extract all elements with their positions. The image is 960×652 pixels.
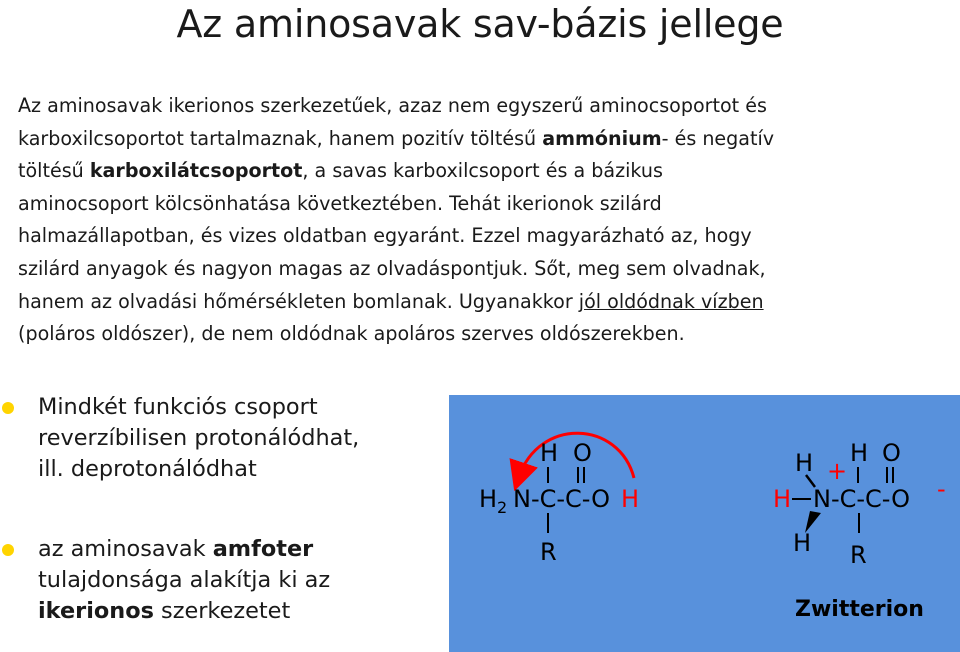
amphoteric-term: amfoter (212, 536, 314, 562)
bullet-line: ill. deprotonálódhat (38, 456, 257, 482)
bullet-line: reverzíbilisen protonálódhat, (38, 425, 360, 451)
bullet-line: tulajdonsága alakítja ki az (38, 567, 331, 593)
zwitterion-svg (449, 395, 960, 652)
intro-line: aminocsoport kölcsönhatása következtében. Tehát ikerionok szilárd (18, 191, 662, 215)
bullet-line: ikerionos szerkezetet (38, 598, 291, 624)
neutral-amino-acid (479, 433, 639, 566)
right-left-H: H (773, 485, 792, 513)
zwitterion-caption: Zwitterion (795, 597, 924, 622)
bullet-line: az aminosavak amfoter (38, 536, 314, 562)
intro-line: (poláros oldószer), de nem oldódnak apoláros szerves oldószerekben. (18, 322, 685, 346)
left-H2: $H_2$ (479, 485, 508, 517)
left-acidic-H: H (621, 485, 640, 513)
intro-line: Az aminosavak ikerionos szerkezetűek, azaz nem egyszerű aminocsoportot és (18, 94, 767, 117)
right-top-O: O (882, 439, 901, 467)
bullet-line: Mindkét funkciós csoport (38, 394, 318, 420)
left-R: R (540, 538, 557, 566)
left-top-O: O (573, 439, 592, 467)
slide-title: Az aminosavak sav-bázis jellege (176, 2, 784, 46)
left-top-H: H (540, 439, 559, 467)
bullet-amphoteric (38, 534, 330, 627)
intro-paragraph (18, 90, 948, 351)
bullet-dot-icon (2, 544, 14, 556)
intro-line: karboxilcsoportot tartalmaznak, hanem pozitív töltésű ammónium- és negatív (18, 126, 775, 150)
intro-line: töltésű karboxilátcsoportot, a savas karboxilcsoport és a bázikus (18, 159, 663, 183)
intro-line: halmazállapotban, és vizes oldatban egyaránt. Ezzel magyarázható az, hogy (18, 224, 752, 248)
zwitterion-diagram (449, 395, 960, 652)
carboxylate-term: karboxilátcsoportot (89, 159, 303, 183)
intro-line: hanem az olvadási hőmérsékleten bomlanak. Ugyanakkor jól oldódnak vízben (18, 289, 764, 313)
zwitterion-structure (773, 439, 946, 622)
right-upper-H: H (795, 449, 814, 477)
right-top-H: H (850, 439, 869, 467)
positive-charge: + (827, 457, 848, 485)
right-chain: N-C-C-O (813, 485, 911, 513)
bullet-dot-icon (2, 402, 14, 414)
water-solubility-phrase: jól oldódnak vízben (578, 289, 764, 313)
bullet-protonation (38, 392, 359, 485)
zwitterionic-term: ikerionos (38, 598, 154, 624)
right-R: R (850, 541, 867, 569)
left-chain: N-C-C-O (513, 485, 611, 513)
intro-line: szilárd anyagok és nagyon magas az olvadáspontjuk. Sőt, meg sem olvadnak, (18, 256, 766, 280)
ammonium-term: ammónium (542, 126, 662, 150)
right-lower-H: H (793, 529, 812, 557)
negative-charge: - (937, 475, 946, 503)
